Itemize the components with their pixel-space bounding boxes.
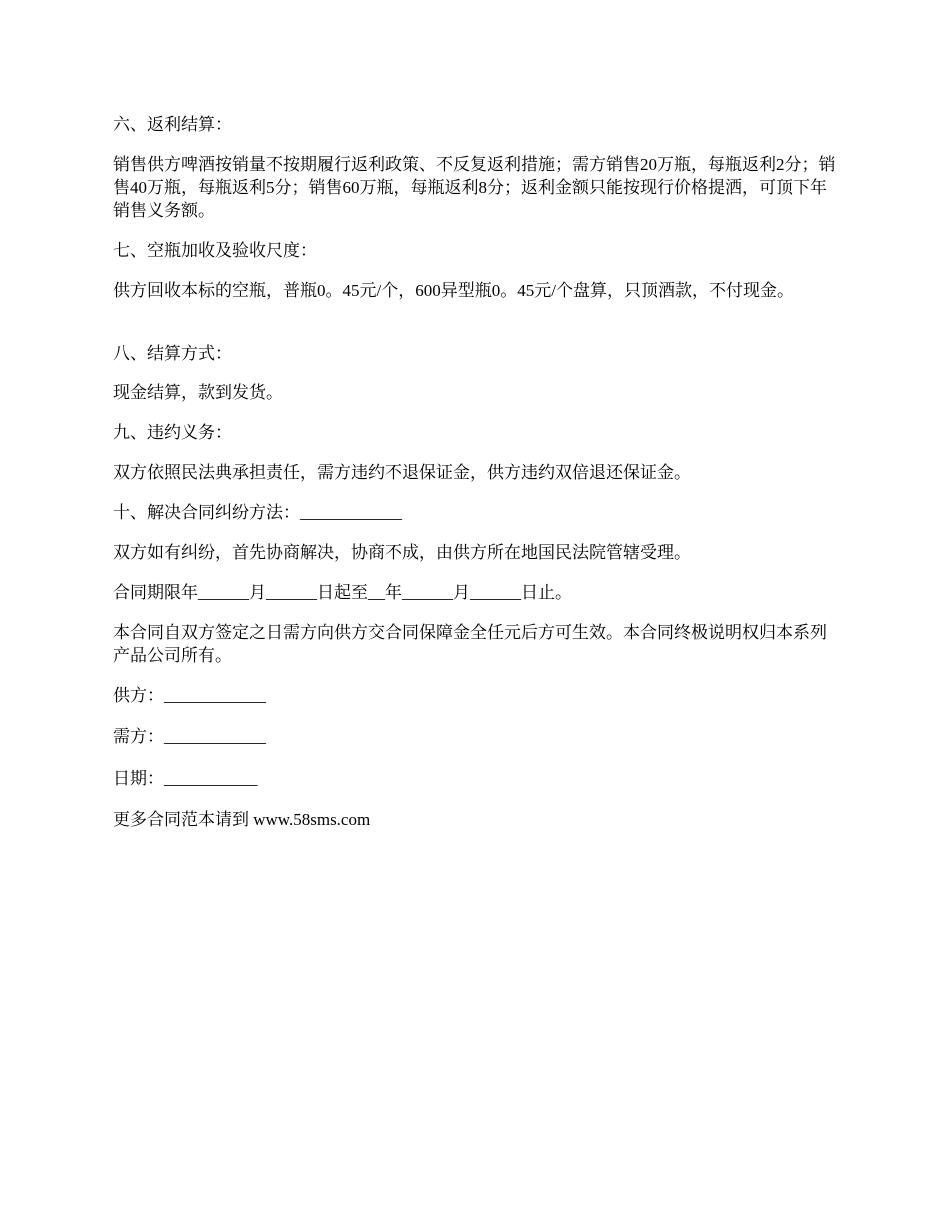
settlement-method-text: 现金结算，款到发货。 xyxy=(113,383,283,402)
buyer-signature-line: 需方：____________ xyxy=(113,727,266,746)
section-7-heading: 七、空瓶加收及验收尺度： xyxy=(113,241,317,260)
rebate-settlement-text: 销售供方啤酒按销量不按期履行返利政策、不反复返利措施；需方销售20万瓶，每瓶返利2分；销售40万瓶，每瓶返利5分；销售60万瓶，每瓶返利8分；返利金额只能按现行价格提洒，可顶下年销售义务额。 xyxy=(113,155,836,220)
supplier-signature-line: 供方：____________ xyxy=(113,686,266,705)
date-line: 日期：___________ xyxy=(113,769,258,788)
section-9-heading: 九、违约义务： xyxy=(113,423,232,442)
section-10-heading: 十、解决合同纠纷方法：____________ xyxy=(113,503,402,522)
breach-liability-text: 双方依照民法典承担责任，需方违约不退保证金，供方违约双倍退还保证金。 xyxy=(113,463,691,482)
more-templates-link-text: 更多合同范本请到 www.58sms.com xyxy=(113,810,371,829)
section-6-heading: 六、返利结算： xyxy=(113,115,232,134)
section-8-heading: 八、结算方式： xyxy=(113,344,232,363)
contract-term-line: 合同期限年______月______日起至__年______月______日止。 xyxy=(113,583,572,602)
dispute-resolution-text: 双方如有纠纷，首先协商解决，协商不成，由供方所在地国民法院管辖受理。 xyxy=(113,543,691,562)
effectiveness-clause: 本合同自双方签定之日需方向供方交合同保障金全任元后方可生效。本合同终极说明权归本系列产品公司所有。 xyxy=(113,623,827,665)
empty-bottle-text: 供方回收本标的空瓶，普瓶0。45元/个，600异型瓶0。45元/个盘算，只顶酒款，不付现金。 xyxy=(113,281,794,300)
